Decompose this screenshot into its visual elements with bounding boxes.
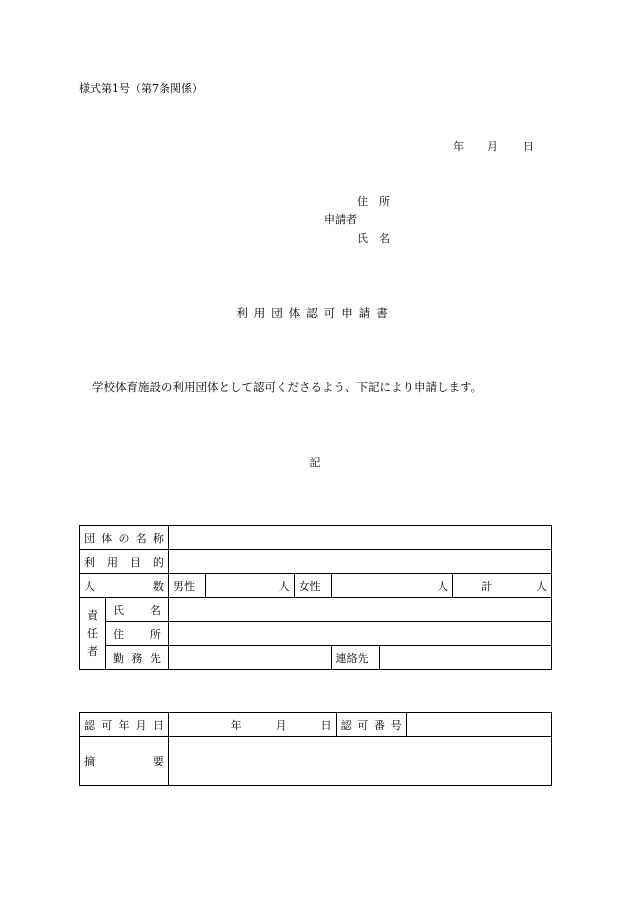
responsible-address-field[interactable] bbox=[168, 622, 551, 646]
date-month-label: 月 bbox=[487, 140, 498, 153]
label-char: 者 bbox=[86, 644, 98, 658]
person-unit: 人 bbox=[437, 579, 449, 593]
approval-number-field[interactable] bbox=[406, 713, 551, 737]
summary-field[interactable] bbox=[168, 737, 551, 786]
responsible-address-row bbox=[80, 622, 552, 646]
document-title: 利用団体認可申請書 bbox=[236, 306, 394, 320]
responsible-name-field[interactable] bbox=[168, 598, 551, 622]
purpose-label bbox=[80, 550, 169, 574]
label-char: 用 bbox=[106, 555, 118, 569]
label-char: 目 bbox=[129, 555, 141, 569]
responsible-address-label bbox=[105, 622, 168, 646]
request-text: 学校体育施設の利用団体として認可くださるよう、下記により申請します。 bbox=[92, 380, 483, 394]
label-char: 責 bbox=[86, 608, 98, 622]
label-char: 番 bbox=[373, 718, 385, 732]
contact-label: 連絡先 bbox=[331, 646, 380, 670]
label-char: 認 bbox=[84, 718, 95, 732]
label-char: 可 bbox=[101, 718, 113, 732]
label-char: 任 bbox=[86, 626, 98, 640]
person-unit: 人 bbox=[536, 579, 547, 593]
label-char: 認 bbox=[340, 718, 352, 732]
label-char: の bbox=[118, 531, 130, 545]
label-char: 務 bbox=[131, 651, 143, 665]
approval-number-label bbox=[336, 713, 406, 737]
headcount-label bbox=[80, 574, 169, 598]
applicant-address-label: 住 所 bbox=[357, 195, 390, 208]
label-char: 的 bbox=[152, 555, 164, 569]
total-count-field[interactable] bbox=[453, 574, 552, 598]
label-char: 摘 bbox=[84, 755, 95, 768]
summary-label bbox=[80, 737, 169, 786]
form-number-label: 様式第1号（第7条関係） bbox=[79, 82, 203, 95]
approval-date-label bbox=[80, 713, 169, 737]
applicant-label: 申請者 bbox=[324, 213, 357, 226]
application-table bbox=[79, 525, 552, 670]
responsible-name-row bbox=[80, 598, 552, 622]
label-char: 年 bbox=[118, 718, 130, 732]
label-char: 称 bbox=[152, 531, 164, 545]
group-name-field[interactable] bbox=[168, 526, 551, 550]
label-char: 先 bbox=[149, 651, 161, 665]
label-char: 氏 bbox=[112, 603, 124, 617]
label-char: 可 bbox=[357, 718, 369, 732]
label-char: 人 bbox=[84, 579, 95, 593]
responsible-workplace-row bbox=[80, 646, 552, 670]
workplace-label bbox=[105, 646, 168, 670]
label-char: 所 bbox=[149, 627, 161, 641]
label-char: 号 bbox=[390, 718, 402, 732]
purpose-field[interactable] bbox=[168, 550, 551, 574]
approval-date-field[interactable] bbox=[168, 713, 336, 737]
approval-day-label: 日 bbox=[320, 718, 332, 732]
purpose-row bbox=[80, 550, 552, 574]
date-day-label: 日 bbox=[523, 140, 534, 153]
approval-month-label: 月 bbox=[275, 718, 287, 732]
female-label: 女性 bbox=[294, 574, 331, 598]
male-count-field[interactable] bbox=[205, 574, 294, 598]
total-label: 計 bbox=[481, 579, 493, 593]
approval-row bbox=[80, 713, 552, 737]
label-char: 団 bbox=[84, 531, 95, 545]
ki-heading: 記 bbox=[309, 456, 321, 469]
applicant-name-label: 氏 名 bbox=[357, 232, 390, 245]
label-char: 数 bbox=[152, 579, 164, 593]
person-unit: 人 bbox=[278, 579, 290, 593]
label-char: 体 bbox=[101, 531, 113, 545]
label-char: 日 bbox=[152, 718, 164, 732]
workplace-field[interactable] bbox=[168, 646, 331, 670]
responsible-person-label bbox=[80, 598, 106, 670]
male-label: 男性 bbox=[168, 574, 205, 598]
label-char: 利 bbox=[84, 555, 95, 569]
summary-row bbox=[80, 737, 552, 786]
label-char: 住 bbox=[112, 627, 124, 641]
approval-year-label: 年 bbox=[230, 718, 242, 732]
label-char: 月 bbox=[135, 718, 147, 732]
label-char: 要 bbox=[152, 755, 164, 768]
group-name-row bbox=[80, 526, 552, 550]
date-year-label: 年 bbox=[453, 140, 464, 153]
responsible-name-label bbox=[105, 598, 168, 622]
label-char: 名 bbox=[149, 603, 161, 617]
label-char: 勤 bbox=[112, 651, 124, 665]
headcount-row bbox=[80, 574, 552, 598]
group-name-label bbox=[80, 526, 169, 550]
approval-table bbox=[79, 712, 552, 786]
female-count-field[interactable] bbox=[331, 574, 453, 598]
contact-field[interactable] bbox=[380, 646, 552, 670]
label-char: 名 bbox=[135, 531, 147, 545]
